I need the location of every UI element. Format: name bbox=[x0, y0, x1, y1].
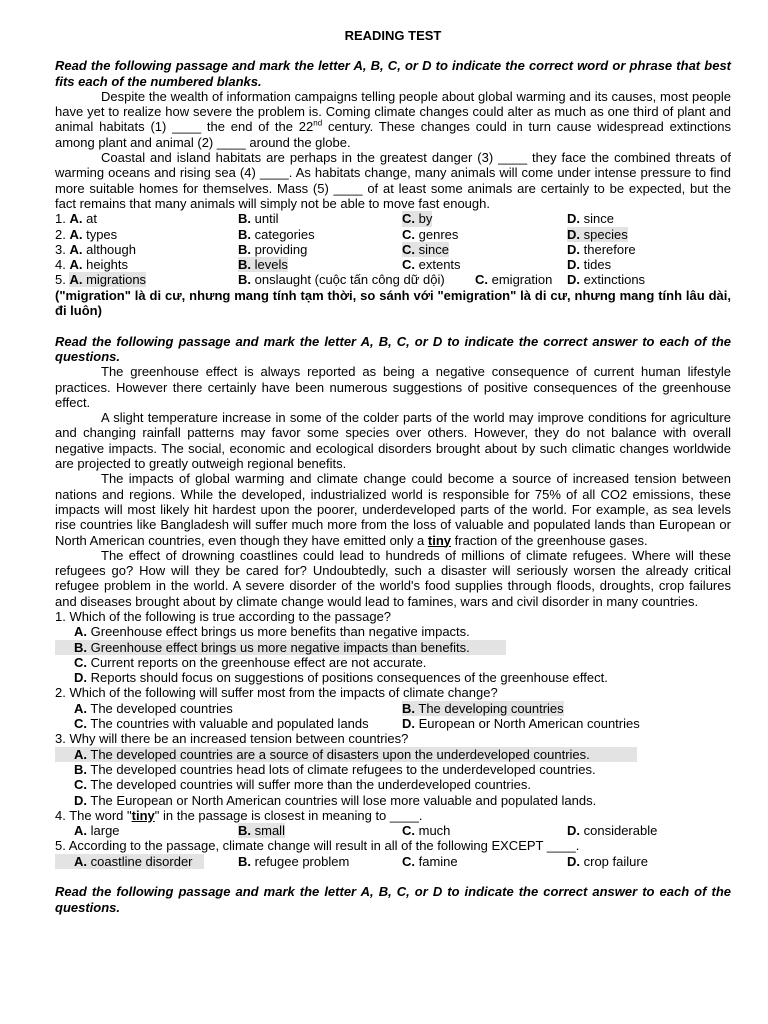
question-4: 4. The word "tiny" in the passage is closest in meaning to ____. bbox=[55, 807, 423, 823]
question-2: 2. Which of the following will suffer most from the impacts of climate change? bbox=[55, 685, 498, 701]
q3-option-c: C. The developed countries will suffer more than the underdeveloped countries. bbox=[74, 777, 531, 793]
q2-options-row-1: A. The developed countries B. The developing countries bbox=[74, 700, 564, 716]
answer-highlight: C. by bbox=[402, 211, 433, 227]
section1-instruction: Read the following passage and mark the letter A, B, C, or D to indicate the correct word or phrase that best fits each of the numbered blanks. bbox=[55, 58, 731, 89]
q3-option-b: B. The developed countries head lots of climate refugees to the underdeveloped countries. bbox=[74, 761, 596, 777]
section2-paragraph-3: The impacts of global warming and climate change could become a source of increased tension between nations and regions. While the developed, industrialized world is responsible for 75% of all CO2 emissions, these impacts will most likely hit hardest upon the poorer, underdeveloped parts of the world. For example, as sea levels rise countries like Bangladesh will suffer much more from the loss of valuable and populated lands than European or North American countries, even though they have emitted only a tiny fraction of the greenhouse gases. bbox=[55, 471, 731, 548]
question-1: 1. Which of the following is true according to the passage? bbox=[55, 608, 392, 624]
q1-option-b: B. Greenhouse effect brings us more negative impacts than benefits. bbox=[55, 640, 731, 655]
answer-highlight: B. The developing countries bbox=[402, 700, 564, 716]
section3-instruction: Read the following passage and mark the letter A, B, C, or D to indicate the correct answer to each of the questions. bbox=[55, 884, 731, 915]
section2-paragraph-2: A slight temperature increase in some of the colder parts of the world may improve conditions for agriculture and changing rainfall patterns may favor some species over others. However, they do not balance with overall negative impacts. The social, economic and ecological disorders brought about by such climatic changes worldwide are projected to greatly outweigh regional benefits. bbox=[55, 410, 731, 472]
question-3: 3. Why will there be an increased tension between countries? bbox=[55, 731, 409, 747]
q1-option-c: C. Current reports on the greenhouse effect are not accurate. bbox=[74, 654, 427, 670]
q1-option-d: D. Reports should focus on suggestions of positions consequences of the greenhouse effect. bbox=[74, 670, 608, 686]
answer-row-3: 3. A. although B. providing C. since D. therefore bbox=[55, 241, 636, 257]
section2-instruction: Read the following passage and mark the letter A, B, C, or D to indicate the correct answer to each of the questions. bbox=[55, 333, 731, 364]
answer-highlight: A. migrations bbox=[69, 272, 147, 288]
answer-highlight: D. species bbox=[567, 226, 628, 242]
answer-row-2: 2. A. types B. categories C. genres D. species bbox=[55, 226, 628, 242]
question-5: 5. According to the passage, climate change will result in all of the following EXCEPT ____. bbox=[55, 838, 580, 854]
q1-option-a: A. Greenhouse effect brings us more benefits than negative impacts. bbox=[74, 624, 470, 640]
q4-options: A. large B. small C. much D. considerable bbox=[74, 823, 658, 839]
answer-highlight: B. levels bbox=[238, 257, 288, 273]
vocabulary-note: ("migration" là di cư, nhưng mang tính tạm thời, so sánh với "emigration" là di cư, nhưng mang tính lâu dài, đi luôn) bbox=[55, 287, 731, 319]
q5-options: A. coastline disorder B. refugee problem C. famine D. crop failure bbox=[55, 854, 731, 869]
page-title: READING TEST bbox=[344, 28, 442, 43]
q3-option-a: A. The developed countries are a source of disasters upon the underdeveloped countries. bbox=[55, 747, 731, 762]
answer-row-5: 5. A. migrations B. onslaught (cuộc tấn công dữ dội) C. emigration D. extinctions bbox=[55, 272, 646, 288]
section1-paragraph-1: Despite the wealth of information campaigns telling people about global warming and its causes, most people have yet to realize how severe the problem is. Coming climate changes could alter as much as one third of plant and animal habitats (1) ____ the end of the 22nd century. These changes could in turn cause widespread extinctions among plant and animal (2) ____ around the globe. bbox=[55, 88, 731, 150]
answer-highlight: B. small bbox=[238, 823, 285, 839]
answer-highlight: C. since bbox=[402, 241, 449, 257]
section2-paragraph-1: The greenhouse effect is always reported as being a negative consequence of current human lifestyle practices. However there certainly have been numerous suggestions of positive consequences of the greenhouse effect. bbox=[55, 364, 731, 410]
q3-option-d: D. The European or North American countries will lose more valuable and populated lands. bbox=[74, 792, 597, 808]
answer-row-4: 4. A. heights B. levels C. extents D. tides bbox=[55, 257, 612, 273]
reading-test-page bbox=[55, 0, 731, 915]
answer-row-1: 1. A. at B. until C. by D. since bbox=[55, 211, 614, 227]
q2-options-row-2: C. The countries with valuable and populated lands D. European or North American countries bbox=[74, 716, 640, 732]
section2-paragraph-4: The effect of drowning coastlines could lead to hundreds of millions of climate refugees. Where will these refugees go? How will they be cared for? Undoubtedly, such a disaster will seriously worsen the already critical refugee problem in the world. A severe disorder of the world's food supplies through floods, droughts, crop failures and diseases brought about by climate change would lead to famines, wars and civil disorder in many countries. bbox=[55, 547, 731, 609]
section1-paragraph-2: Coastal and island habitats are perhaps in the greatest danger (3) ____ they face the combined threats of warming oceans and rising sea (4) ____. As habitats change, many animals will come under intense pressure to find more suitable homes for themselves. Mass (5) ____ of at least some animals are certainly to be expected, but the fact remains that many animals will simply not be able to move fast enough. bbox=[55, 150, 731, 211]
